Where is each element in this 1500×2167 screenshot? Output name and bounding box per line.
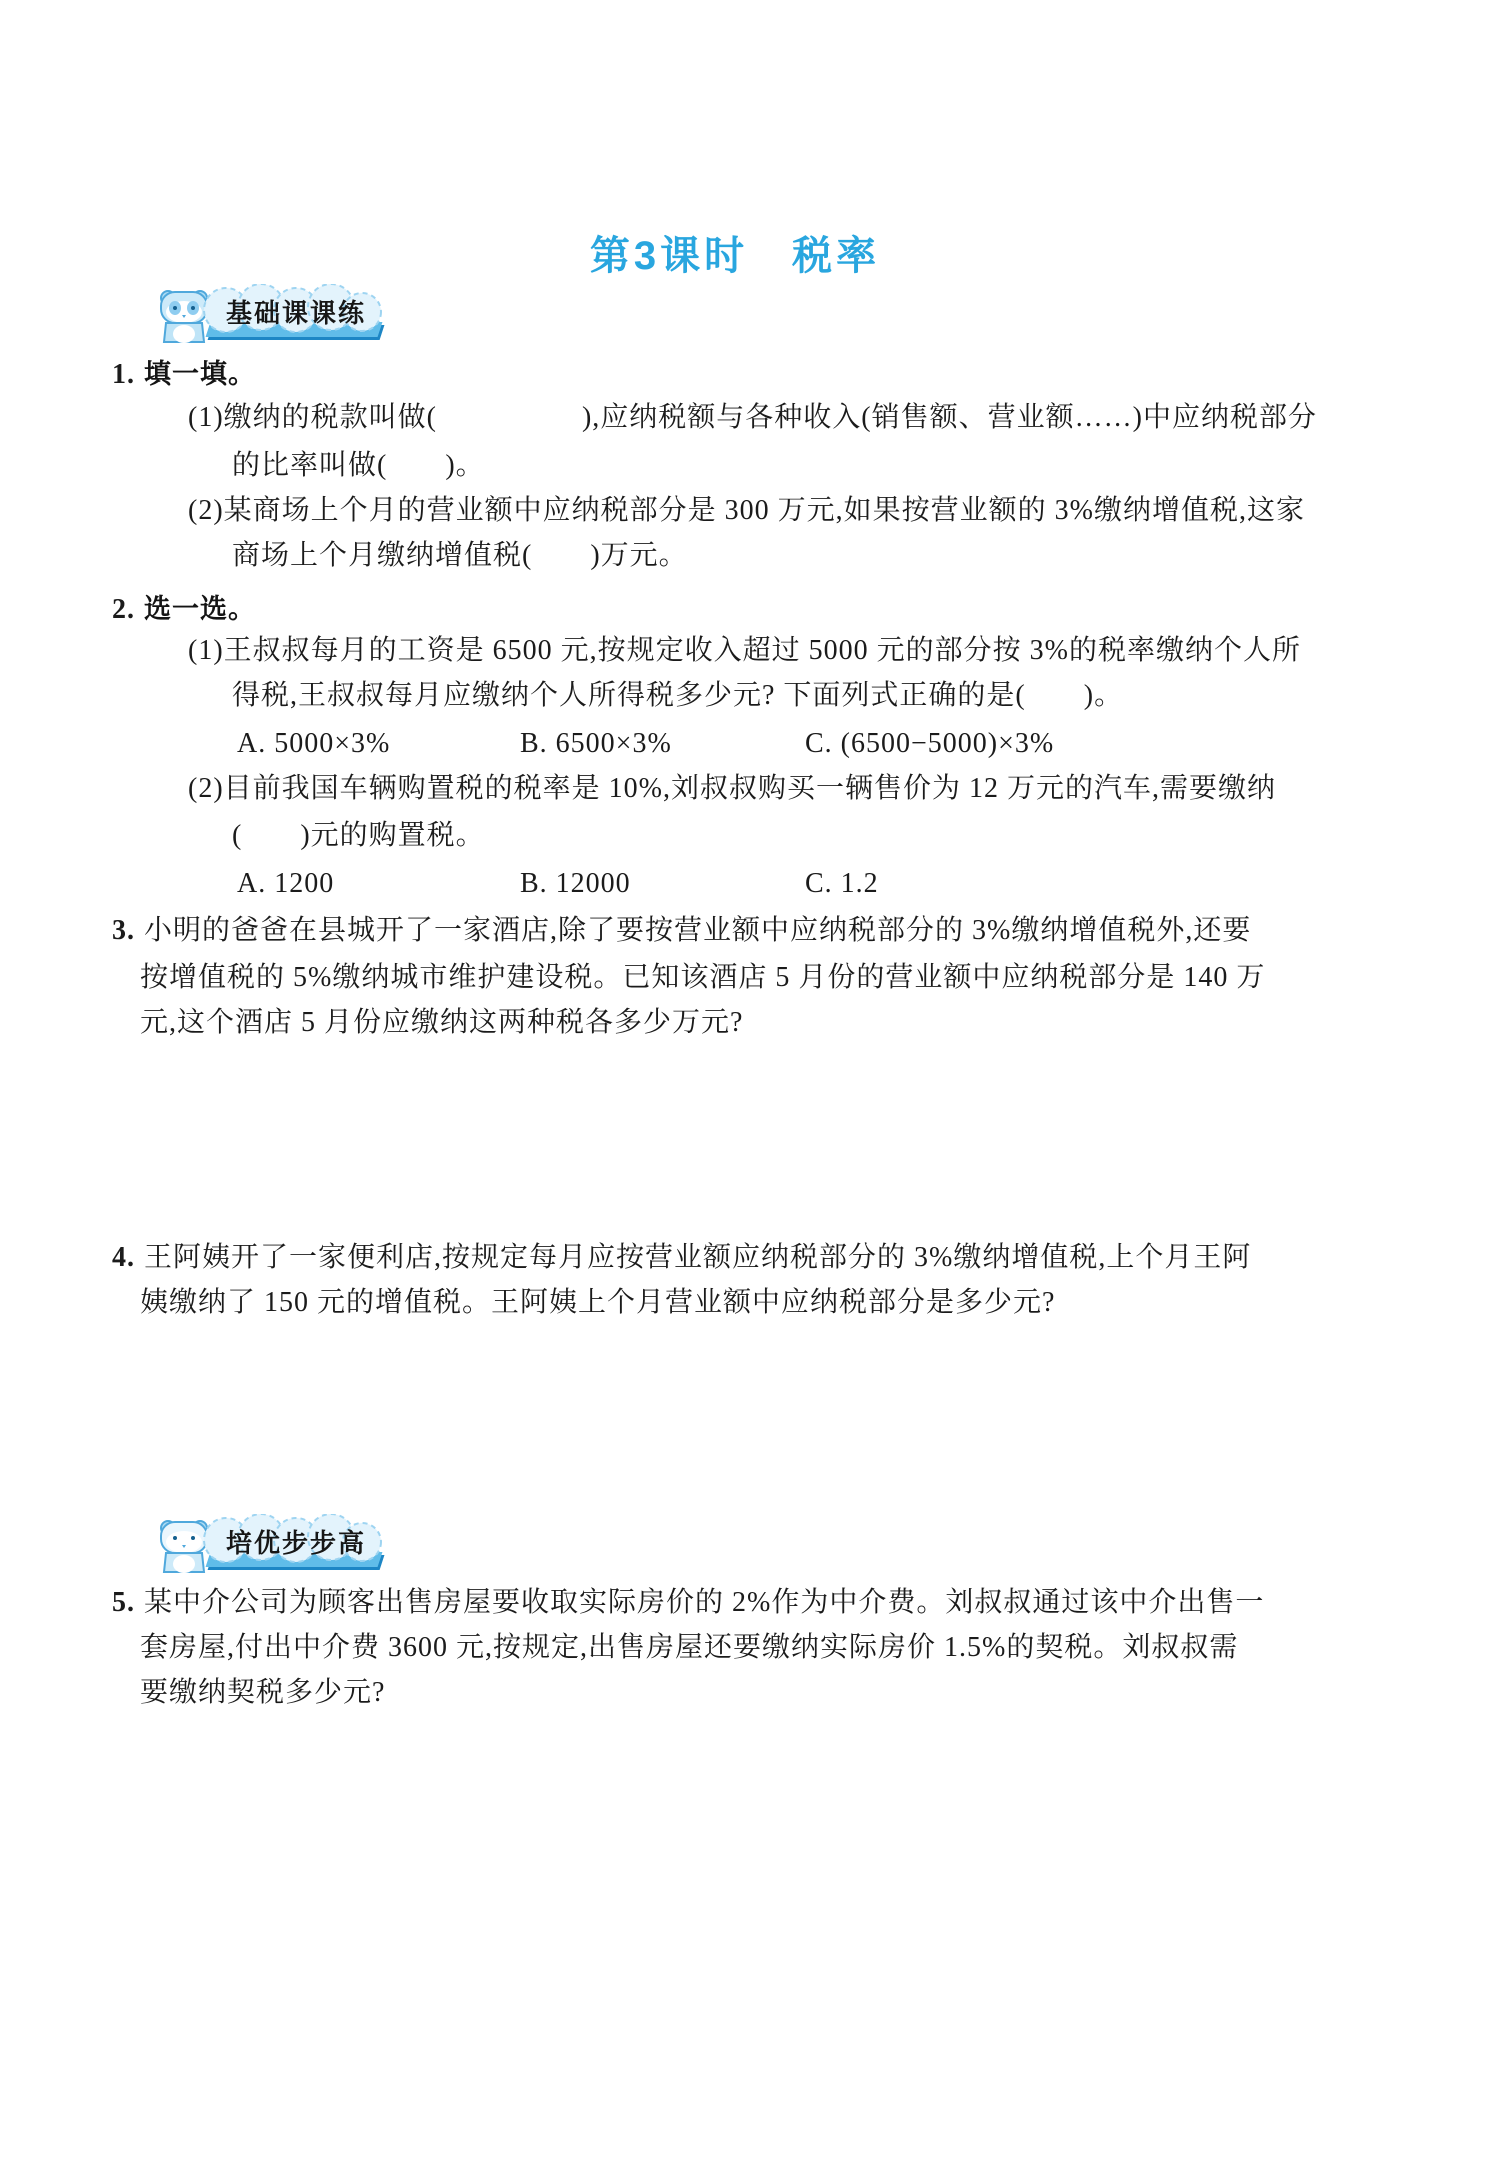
question-text: 王阿姨开了一家便利店,按规定每月应按营业额应纳税部分的 3%缴纳增值税,上个月王阿: [144, 1242, 1252, 1273]
sub-question-text: ( )元的购置税。: [232, 820, 485, 851]
section-badge-label: 培优步步高: [225, 1528, 366, 1558]
question-2-sub-1-line-2: [232, 678, 1123, 714]
question-1-heading: [112, 356, 256, 392]
question-number: 4.: [112, 1242, 135, 1273]
question-4-line-2: [140, 1285, 1055, 1321]
question-heading: 填一填。: [144, 359, 256, 389]
question-text: 小明的爸爸在县城开了一家酒店,除了要按营业额中应纳税部分的 3%缴纳增值税外,还要: [144, 915, 1252, 946]
question-2-sub-2-line-1: [188, 771, 1276, 807]
question-2-sub-2-line-2: [232, 818, 485, 854]
sub-question-label: (1): [188, 402, 224, 433]
question-1-sub-1-line-1: [188, 400, 1317, 436]
option-c: C. (6500−5000)×3%: [805, 728, 1055, 759]
question-number: 3.: [112, 915, 135, 946]
question-3-line-2: [140, 960, 1265, 996]
question-5-line-2: [140, 1630, 1238, 1666]
section-badge-advanced: [158, 1516, 390, 1574]
question-text: 某中介公司为顾客出售房屋要收取实际房价的 2%作为中介费。刘叔叔通过该中介出售一: [144, 1587, 1265, 1618]
option-c: C. 1.2: [805, 868, 879, 899]
option-b: B. 6500×3%: [520, 728, 672, 759]
sub-question-text: 目前我国车辆购置税的税率是 10%,刘叔叔购买一辆售价为 12 万元的汽车,需要缴纳: [223, 773, 1276, 804]
sub-question-label: (2): [188, 773, 224, 804]
question-3-line-1: [112, 913, 1251, 949]
question-1-sub-1-line-2: [232, 448, 485, 484]
sub-question-text: 商场上个月缴纳增值税( )万元。: [232, 540, 688, 571]
sub-question-label: (1): [188, 635, 224, 666]
sub-question-text: 某商场上个月的营业额中应纳税部分是 300 万元,如果按营业额的 3%缴纳增值税,这家: [223, 495, 1305, 526]
question-heading: 选一选。: [144, 594, 256, 624]
section-badge-basic: [158, 286, 390, 344]
question-text: 套房屋,付出中介费 3600 元,按规定,出售房屋还要缴纳实际房价 1.5%的契税。刘叔叔需: [140, 1632, 1239, 1663]
option-a: A. 1200: [237, 868, 335, 899]
section-badge-label: 基础课课练: [225, 298, 366, 328]
sub-question-text: 的比率叫做( )。: [232, 450, 485, 481]
question-4-line-1: [112, 1240, 1251, 1276]
question-1-sub-2-line-1: [188, 493, 1305, 529]
question-text: 元,这个酒店 5 月份应缴纳这两种税各多少万元?: [140, 1007, 744, 1038]
question-number: 1.: [112, 359, 135, 390]
question-number: 2.: [112, 594, 135, 625]
sub-question-text: 缴纳的税款叫做( ),应纳税额与各种收入(销售额、营业额……)中应纳税部分: [223, 402, 1317, 433]
question-3-line-3: [140, 1005, 743, 1041]
question-text: 要缴纳契税多少元?: [140, 1677, 386, 1708]
question-text: 按增值税的 5%缴纳城市维护建设税。已知该酒店 5 月份的营业额中应纳税部分是 140 万: [140, 962, 1266, 993]
sub-question-text: 王叔叔每月的工资是 6500 元,按规定收入超过 5000 元的部分按 3%的税率缴纳个人所: [223, 635, 1301, 666]
question-2-sub-1-line-1: [188, 633, 1301, 669]
question-5-line-1: [112, 1585, 1264, 1621]
option-b: B. 12000: [520, 868, 631, 899]
page-title: 第3课时 税率: [589, 234, 881, 278]
question-1-sub-2-line-2: [232, 538, 688, 574]
question-5-line-3: [140, 1675, 385, 1711]
question-text: 姨缴纳了 150 元的增值税。王阿姨上个月营业额中应纳税部分是多少元?: [140, 1287, 1056, 1318]
option-a: A. 5000×3%: [237, 728, 391, 759]
sub-question-label: (2): [188, 495, 224, 526]
question-number: 5.: [112, 1587, 135, 1618]
sub-question-text: 得税,王叔叔每月应缴纳个人所得税多少元? 下面列式正确的是( )。: [232, 680, 1124, 711]
question-2-heading: [112, 591, 256, 627]
